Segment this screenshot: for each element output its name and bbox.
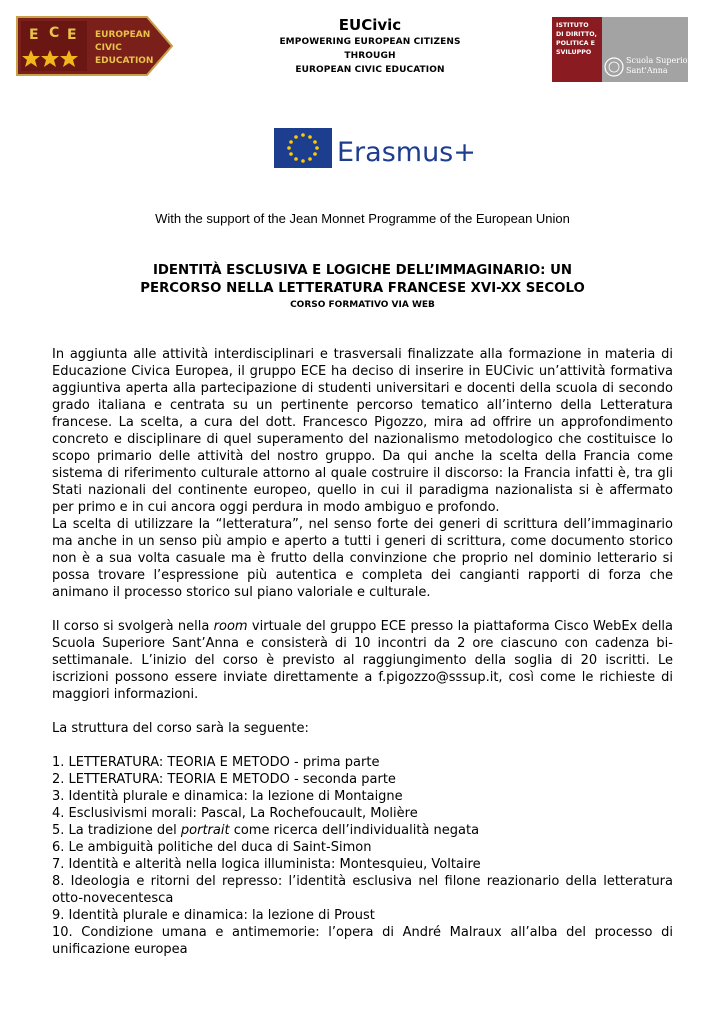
- ece-line-3: EDUCATION: [95, 56, 154, 66]
- list-item: 1. LETTERATURA: TEORIA E METODO - prima parte: [52, 755, 380, 770]
- list-item: 7. Identità e alterità nella logica illuminista: Montesquieu, Voltaire: [52, 857, 481, 872]
- project-header: [200, 15, 540, 77]
- institute-line-2: DI DIRITTO,: [556, 31, 597, 38]
- list-item: 4. Esclusivismi morali: Pascal, La Rochefoucault, Molière: [52, 806, 418, 821]
- institute-line-4: SVILUPPO: [556, 49, 592, 56]
- list-item: 3. Identità plurale e dinamica: la lezione di Montaigne: [52, 789, 403, 804]
- list-item: 6. Le ambiguità politiche del duca di Saint-Simon: [52, 840, 372, 855]
- ece-letter-1: E: [29, 27, 39, 43]
- institute-line-3: POLITICA E: [556, 40, 595, 47]
- ece-logo: [17, 17, 172, 75]
- paragraph-literature: La scelta di utilizzare la “letteratura”, nel senso forte dei generi di scrittura dell’immaginario ma anche in un senso più ampio e aperto a tutti i generi di scrittura, come documento storico non è a sua volta casuale ma è frutto della convinzione che proprio nel dominio letterario si possa trovare l’espressione più autentica e completa dei cangianti rapporti di forza che animano il processo storico sul piano valoriale e culturale.: [52, 517, 673, 600]
- course-title: [100, 262, 625, 298]
- list-item: 9. Identità plurale e dinamica: la lezione di Proust: [52, 908, 375, 923]
- project-title: EUCivic: [338, 16, 402, 34]
- tagline-line-2: THROUGH: [344, 51, 396, 61]
- erasmus-logo: [274, 126, 476, 172]
- list-item: 10. Condizione umana e antimemorie: l’opera di André Malraux all’alba del processo di unificazione europea: [52, 925, 673, 957]
- ece-letter-2: C: [49, 25, 60, 41]
- institute-logo: [552, 17, 697, 82]
- list-item: 2. LETTERATURA: TEORIA E METODO - seconda parte: [52, 772, 396, 787]
- institute-name-line-1: Scuola Superiore: [626, 56, 697, 65]
- course-title-line-1: IDENTITÀ ESCLUSIVA E LOGICHE DELL’IMMAGINARIO: UN: [152, 263, 573, 278]
- erasmus-label: Erasmus+: [337, 137, 476, 168]
- italic-room: room: [213, 619, 248, 634]
- list-item: 5. La tradizione del portrait come ricerca dell’individualità negata: [52, 823, 480, 838]
- institute-name-line-2: Sant'Anna: [626, 66, 668, 75]
- paragraph-intro: In aggiunta alle attività interdisciplinari e trasversali finalizzate alla formazione in materia di Educazione Civica Europea, il gruppo ECE ha deciso di inserire in EUCivic un’attività formativa aggiuntiva aperta alla partecipazione di studenti universitari e docenti della scuola di secondo grado italiana e centrata su un pertinente percorso tematico all’interno della Letteratura francese. La scelta, a cura del dott. Francesco Pigozzo, mira ad offrire un approfondimento concreto e disciplinare di quel superamento del nazionalismo metodologico che costituisce lo scopo primario delle attività del nostro gruppo. Da qui anche la scelta della Francia come sistema di riferimento culturale attorno al quale costruire il discorso: la Francia infatti è, tra gli Stati nazionali del continente europeo, quello in cui il paradigma nazionalista si è affermato per primo e in cui ancora oggi perdura in modo ambiguo e profondo.: [52, 347, 673, 515]
- ece-line-1: EUROPEAN: [95, 30, 151, 40]
- structure-intro: La struttura del corso sarà la seguente:: [52, 721, 309, 736]
- ece-line-2: CIVIC: [95, 43, 122, 53]
- course-structure-list: [52, 754, 673, 958]
- list-item: 8. Ideologia e ritorni del represso: l’identità esclusiva nel filone reazionario della letteratura otto-novecentesca: [52, 874, 673, 906]
- italic-portrait: portrait: [180, 823, 230, 838]
- body-text: [52, 346, 673, 958]
- course-subtitle: CORSO FORMATIVO VIA WEB: [290, 300, 435, 310]
- course-title-line-2: PERCORSO NELLA LETTERATURA FRANCESE XVI-XX SECOLO: [140, 281, 585, 296]
- tagline-line-1: EMPOWERING EUROPEAN CITIZENS: [279, 37, 461, 47]
- ece-letter-3: E: [67, 27, 77, 43]
- paragraph-course-info: Il corso si svolgerà nella room virtuale del gruppo ECE presso la piattaforma Cisco WebEx della Scuola Superiore Sant’Anna e consisterà di 10 incontri da 2 ore ciascuno con cadenza bi-settimanale. L’inizio del corso è previsto al raggiungimento della soglia di 20 iscritti. Le iscrizioni possono essere inviate direttamente a f.pigozzo@sssup.it, così come le richieste di maggiori informazioni.: [52, 619, 674, 702]
- support-line: With the support of the Jean Monnet Programme of the European Union: [155, 211, 570, 226]
- tagline-line-3: EUROPEAN CIVIC EDUCATION: [295, 65, 445, 75]
- institute-line-1: ISTITUTO: [556, 22, 589, 29]
